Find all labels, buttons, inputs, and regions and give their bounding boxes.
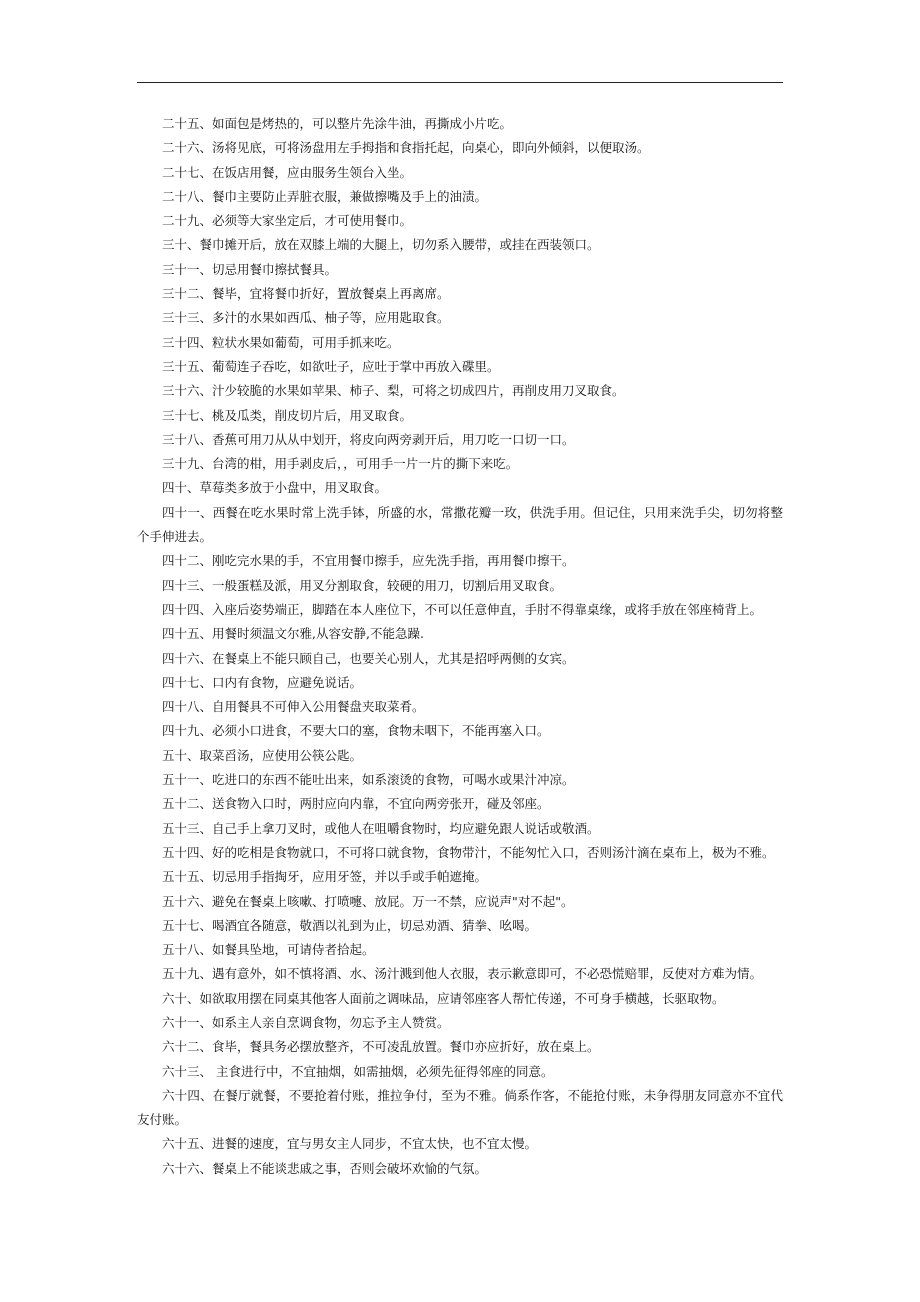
list-item: 五十二、送食物入口时，两肘应向内靠，不宜向两旁张开，碰及邻座。 [162,796,550,812]
list-item: 四十八、自用餐具不可伸入公用餐盘夹取菜肴。 [162,699,425,715]
list-item: 四十七、口内有食物，应避免说话。 [162,674,363,690]
list-item: 三十七、桃及瓜类，削皮切片后，用叉取食。 [162,407,413,423]
list-item: 三十九、台湾的柑，用手剥皮后，，可用手一片一片的撕下来吃。 [162,456,519,472]
list-item: 四十五、用餐时须温文尔雅,从容安静,不能急躁. [162,626,424,642]
list-item: 三十一、切忌用餐巾擦拭餐具。 [162,261,338,277]
list-item: 五十八、如餐具坠地，可请侍者拾起。 [162,942,375,958]
header-rule [137,82,783,83]
list-item: 三十六、汁少较脆的水果如苹果、柿子、梨，可将之切成四片，再削皮用刀叉取食。 [162,383,625,399]
list-item: 五十七、喝酒宜各随意，敬酒以礼到为止，切忌劝酒、猜拳、吆喝。 [162,917,538,933]
list-item: 二十九、必须等大家坐定后，才可使用餐巾。 [162,213,413,229]
list-item: 三十三、多汁的水果如西瓜、柚子等，应用匙取食。 [162,310,450,326]
list-item: 四十、草莓类多放于小盘中，用叉取食。 [162,480,388,496]
list-item: 三十四、粒状水果如葡萄，可用手抓来吃。 [162,334,400,350]
list-item: 六十六、餐桌上不能谈悲戚之事，否则会破坏欢愉的气氛。 [162,1160,488,1176]
list-item: 二十六、汤将见底，可将汤盘用左手拇指和食指托起，向桌心，即向外倾斜，以便取汤。 [162,140,650,156]
list-item: 四十九、必须小口进食，不要大口的塞，食物未咽下，不能再塞入口。 [162,723,550,739]
list-item: 五十、取菜舀汤，应使用公筷公匙。 [162,747,363,763]
list-item: 二十五、如面包是烤热的，可以整片先涂牛油，再撕成小片吃。 [162,116,513,131]
list-item: 六十四、在餐厅就餐，不要抢着付账，推拉争付，至为不雅。倘系作客，不能抢付账，未争得朋友同意亦不宜代友付账。 [137,1087,783,1128]
list-item: 三十五、葡萄连子吞吃，如欲吐子，应吐于掌中再放入碟里。 [162,358,500,374]
list-item: 五十三、自己手上拿刀叉时，或他人在咀嚼食物时，均应避免跟人说话或敬酒。 [162,820,600,836]
list-item: 六十五、进餐的速度，宜与男女主人同步，不宜太快，也不宜太慢。 [162,1136,538,1152]
list-item: 六十二、食毕，餐具务必摆放整齐，不可凌乱放置。餐巾亦应折好，放在桌上。 [162,1039,600,1055]
list-item: 五十一、吃进口的东西不能吐出来，如系滚烫的食物，可喝水或果汁冲凉。 [162,772,575,788]
list-item: 四十二、刚吃完水果的手，不宜用餐巾擦手，应先洗手指，再用餐巾擦干。 [162,553,575,569]
list-item: 六十、如欲取用摆在同桌其他客人面前之调味品，应请邻座客人帮忙传递，不可身手横越，长驱取物。 [162,990,725,1006]
list-item: 二十七、在饭店用餐，应由服务生领台入坐。 [162,164,413,180]
list-item: 三十二、餐毕，宜将餐巾折好，置放餐桌上再离席。 [162,286,450,302]
list-item: 六十三、 主食进行中，不宜抽烟，如需抽烟，必须先征得邻座的同意。 [162,1063,554,1079]
list-item: 五十九、遇有意外，如不慎将酒、水、汤汁溅到他人衣服，表示歉意即可，不必恐慌赔罪，反使对方难为情。 [162,966,763,982]
list-item: 五十五、切忌用手指掏牙，应用牙签，并以手或手帕遮掩。 [162,869,488,885]
list-item: 四十六、在餐桌上不能只顾自己，也要关心别人，尤其是招呼两侧的女宾。 [162,650,575,666]
list-item: 四十一、西餐在吃水果时常上洗手钵，所盛的水，常撒花瓣一玫，供洗手用。但记住，只用来洗手尖，切勿将整个手伸进去。 [137,504,783,545]
list-item: 四十四、入座后姿势端正，脚踏在本人座位下，不可以任意伸直，手肘不得靠桌缘，或将手放在邻座椅背上。 [162,601,763,617]
list-item: 五十四、好的吃相是食物就口，不可将口就食物，食物带汁，不能匆忙入口，否则汤汁滴在桌布上，极为不雅。 [162,844,775,860]
list-item: 三十、餐巾摊开后，放在双膝上端的大腿上，切勿系入腰带，或挂在西装领口。 [162,237,600,253]
list-item: 四十三、一般蛋糕及派，用叉分割取食，较硬的用刀，切割后用叉取食。 [162,577,563,593]
list-item: 三十八、香蕉可用刀从从中划开，将皮向两旁剥开后，用刀吃一口切一口。 [162,431,575,447]
list-item: 五十六、避免在餐桌上咳嗽、打喷嚏、放屁。万一不禁，应说声"对不起"。 [162,893,574,909]
list-item: 二十八、餐巾主要防止弄脏衣服，兼做擦嘴及手上的油渍。 [162,188,488,204]
list-item: 六十一、如系主人亲自烹调食物，勿忘予主人赞赏。 [162,1014,450,1030]
etiquette-list [137,112,783,1181]
